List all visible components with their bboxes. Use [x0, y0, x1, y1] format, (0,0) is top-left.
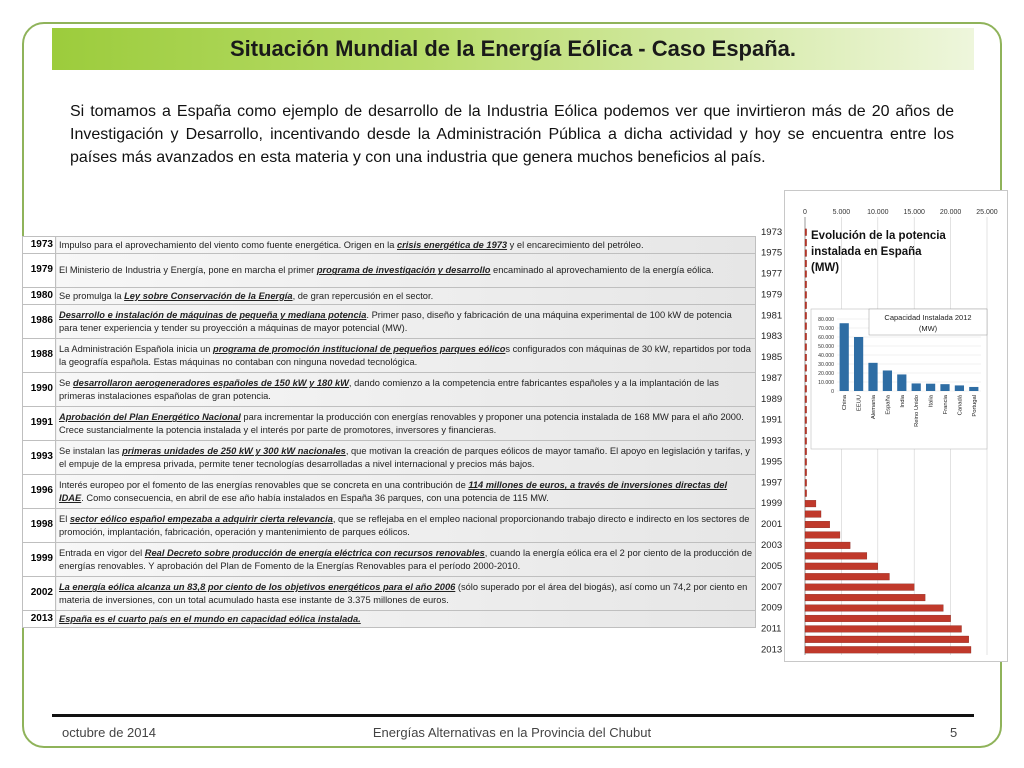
y-tick-label: 1997 [761, 477, 783, 489]
bar [805, 250, 807, 257]
page-number: 5 [950, 725, 958, 740]
bar [805, 552, 867, 559]
timeline-year: 1979 [23, 254, 56, 288]
y-tick-label: 2007 [761, 581, 783, 593]
table-row [23, 288, 756, 305]
inset-bar [955, 385, 964, 391]
inset-bar [969, 387, 978, 391]
bar [805, 448, 807, 455]
bar [805, 521, 830, 528]
timeline-description: La Administración Española inicia un programa de promoción institucional de pequeños parques eólicos configurados con máquinas de 30 kW, repartidos por toda la geografía española. Estas máquinas no contaban con ninguna novedad tecnológica. [56, 339, 756, 373]
bar [805, 396, 807, 403]
bar [805, 427, 807, 434]
timeline-highlight: programa de investigación y desarrollo [316, 265, 491, 276]
timeline-highlight: Desarrollo e instalación de máquinas de pequeña y mediana potencia [59, 310, 367, 321]
inset-y-tick-label: 70.000 [818, 326, 834, 332]
y-tick-label: 1993 [761, 435, 783, 447]
timeline-year: 1988 [23, 339, 56, 373]
inset-x-tick-label: EEUU [856, 395, 863, 412]
table-row [23, 441, 756, 475]
bar [805, 302, 807, 309]
bar [805, 594, 925, 601]
table-row [23, 373, 756, 407]
table-row [23, 254, 756, 288]
y-tick-label: 1999 [761, 498, 783, 510]
bar [805, 479, 807, 486]
bar [805, 542, 850, 549]
timeline-highlight: España es el cuarto país en el mundo en capacidad eólica instalada. [59, 613, 361, 624]
timeline-description [56, 611, 756, 628]
timeline-highlight: primeras unidades de 250 kW y 300 kW nacionales [122, 446, 346, 457]
bar [805, 636, 969, 643]
bar [805, 532, 840, 539]
bar [805, 626, 962, 633]
inset-x-tick-label: Francia [943, 395, 949, 415]
bar [805, 292, 807, 299]
inset-y-tick-label: 60.000 [818, 335, 834, 341]
table-row [23, 509, 756, 543]
intro-paragraph: Si tomamos a España como ejemplo de desarrollo de la Industria Eólica podemos ver que invirtieron más de 20 años de Investigación y Desarrollo, incentivando desde la Administración Pública a dicha actividad y hoy se encuentra entre los países más avanzados en esta materia y con una industria que genera muchos beneficios al país. [70, 103, 954, 166]
y-tick-label: 2013 [761, 644, 783, 656]
inset-y-tick-label: 20.000 [818, 371, 834, 377]
timeline-description: El sector eólico español empezaba a adquirir cierta relevancia, que se reflejaba en el empleo nacional proporcionando trabajo directo e indirecto en los sectores de promoción, implantación, fabricación, operación y mantenimiento de parques eólicos. [56, 509, 756, 543]
table-row [23, 475, 756, 509]
timeline-description: Se instalan las primeras unidades de 250 kW y 300 kW nacionales, que motivan la creación de parques eólicos de mayor tamaño. El apoyo en legislación y tarifas, y el empuje de la empresa privada, permite tener tecnologías desarrolladas a nivel internacional y precios más bajos. [56, 441, 756, 475]
inset-title-line: (MW) [918, 324, 938, 333]
inset-x-tick-label: España [885, 395, 892, 415]
timeline-year: 2013 [23, 611, 56, 628]
inset-bar [883, 370, 892, 391]
bar [805, 229, 807, 236]
table-row [23, 407, 756, 441]
timeline-description: Desarrollo e instalación de máquinas de pequeña y mediana potencia. Primer paso, diseño y fabricación de una máquina experimental de 100 kW de potencia para tener experiencia y tender su proyección a máquinas de mayor potencial (MW). [56, 305, 756, 339]
bar [805, 459, 807, 466]
y-tick-label: 1979 [761, 289, 783, 301]
footer-divider [52, 714, 974, 717]
timeline-year: 1986 [23, 305, 56, 339]
inset-y-tick-label: 80.000 [818, 317, 834, 323]
timeline-highlight: programa de promoción institucional de pequeños parques eólico [213, 344, 506, 355]
x-tick-label: 20.000 [939, 209, 962, 216]
chart-panel [761, 190, 1008, 662]
y-tick-label: 1977 [761, 268, 783, 280]
bar [805, 406, 807, 413]
timeline-highlight: Aprobación del Plan Energético Nacional [59, 412, 241, 423]
x-tick-label: 25.000 [976, 209, 998, 216]
inset-bar [912, 383, 921, 391]
inset-bar [940, 384, 949, 391]
x-tick-label: 10.000 [867, 209, 889, 216]
inset-y-tick-label: 0 [831, 389, 834, 395]
bar [805, 490, 807, 497]
bar [805, 417, 807, 424]
timeline-year: 1998 [23, 509, 56, 543]
footer-title: Energías Alternativas en la Provincia del Chubut [372, 725, 652, 740]
bar [805, 354, 807, 361]
y-tick-label: 1991 [761, 414, 783, 426]
timeline-description: Entrada en vigor del Real Decreto sobre producción de energía eléctrica con recursos renovables, cuando la energía eólica era el 2 por ciento de la producción de energías renovables. Y aprobación del Plan de Fomento de la Energías Renovables para el período 2000-2010. [56, 543, 756, 577]
y-tick-label: 1989 [761, 393, 783, 405]
timeline-table [22, 236, 756, 628]
y-tick-label: 2001 [761, 519, 783, 531]
bar [805, 511, 821, 518]
chart-title-line: Evolución de la potencia [811, 230, 946, 242]
bar [805, 605, 943, 612]
timeline-description: Interés europeo por el fomento de las energías renovables que se concreta en una contribución de 114 millones de euros, a través de inversiones directas del IDAE. Como consecuencia, en abril de ese año había instalados en España 36 parques, con una potencia de 115 MW. [56, 475, 756, 509]
y-tick-label: 1987 [761, 372, 783, 384]
y-tick-label: 1981 [761, 310, 783, 322]
inset-x-tick-label: Reino Unido [914, 395, 921, 427]
timeline-description: Se promulga la Ley sobre Conservación de la Energía, de gran repercusión en el sector. [56, 288, 756, 305]
timeline-year: 1996 [23, 475, 56, 509]
inset-y-tick-label: 40.000 [818, 353, 834, 359]
bar [805, 438, 807, 445]
bar [805, 239, 807, 246]
bar [805, 344, 807, 351]
timeline-highlight: desarrollaron aerogeneradores españoles de 150 kW y 180 kW [72, 378, 349, 389]
bar [805, 365, 807, 372]
timeline-year: 1991 [23, 407, 56, 441]
inset-bar [926, 384, 935, 391]
bar [805, 333, 807, 340]
timeline-description: Aprobación del Plan Energético Nacional para incrementar la producción con energías renovables y proponer una potencia instalada de 168 MW para el año 2000. Crece sustancialmente la potencia instalada y el interés por parte de promotores, inversores y financieras. [56, 407, 756, 441]
bar [805, 573, 889, 580]
chart-svg [761, 191, 1007, 661]
bar [805, 469, 807, 476]
table-row [23, 543, 756, 577]
bar [805, 271, 807, 278]
y-tick-label: 2009 [761, 602, 783, 614]
inset-y-tick-label: 10.000 [818, 380, 834, 386]
footer-date: octubre de 2014 [62, 725, 156, 740]
y-tick-label: 2003 [761, 540, 783, 551]
timeline-year: 1993 [23, 441, 56, 475]
inset-x-tick-label: Portugal [971, 395, 978, 417]
timeline-highlight: 114 millones de euros, a través de inversiones directas del IDAE [59, 480, 728, 503]
bar [805, 375, 807, 382]
bar [805, 312, 807, 319]
inset-bar [840, 323, 849, 391]
y-tick-label: 1985 [761, 352, 783, 364]
y-tick-label: 1983 [761, 331, 783, 343]
inset-x-tick-label: Italia [928, 395, 935, 408]
bar [805, 615, 951, 622]
bar [805, 563, 878, 570]
x-tick-label: 15.000 [903, 209, 925, 216]
timeline-year: 1973 [23, 237, 56, 254]
y-tick-label: 1973 [761, 226, 783, 238]
table-row [23, 339, 756, 373]
inset-x-tick-label: Alemania [871, 395, 877, 420]
inset-x-tick-label: India [899, 395, 906, 408]
y-tick-label: 1995 [761, 456, 783, 468]
timeline-highlight: La energía eólica alcanza un 83,8 por ciento de los objetivos energéticos para el año 2006 [59, 582, 456, 593]
x-tick-label: 0 [803, 209, 807, 216]
bar [805, 584, 914, 591]
y-tick-label: 2011 [761, 623, 782, 635]
timeline-description: Impulso para el aprovechamiento del viento como fuente energética. Origen en la crisis energética de 1973 y el encarecimiento del petróleo. [56, 237, 756, 254]
chart-title-line: (MW) [811, 262, 840, 274]
timeline-year: 1980 [23, 288, 56, 305]
inset-y-tick-label: 50.000 [818, 344, 834, 350]
inset-x-tick-label: Canadá [957, 395, 964, 416]
inset-title-line: Capacidad Instalada 2012 [884, 313, 972, 322]
table-row [23, 305, 756, 339]
bar [805, 385, 807, 392]
table-row [23, 237, 756, 254]
timeline-description: Se desarrollaron aerogeneradores españoles de 150 kW y 180 kW, dando comienzo a la competencia entre fabricantes españoles y a la implantación de las primeras instalaciones españolas de gran potencia. [56, 373, 756, 407]
timeline-highlight: crisis energética de 1973 [397, 239, 508, 250]
x-tick-label: 5.000 [832, 209, 851, 216]
bar [805, 260, 807, 267]
table-row [23, 577, 756, 611]
bar [805, 500, 816, 507]
timeline-highlight: Ley sobre Conservación de la Energía [124, 290, 293, 301]
timeline-description: El Ministerio de Industria y Energía, pone en marcha el primer programa de investigación y desarrollo encaminado al aprovechamiento de la energía eólica. [56, 254, 756, 288]
timeline-year: 2002 [23, 577, 56, 611]
bar [805, 323, 807, 330]
inset-bar [854, 337, 863, 391]
y-tick-label: 2005 [761, 560, 783, 572]
chart-title-line: instalada en España [811, 246, 922, 258]
inset-x-tick-label: China [842, 395, 849, 411]
bar [805, 646, 971, 653]
timeline-highlight: Real Decreto sobre producción de energía eléctrica con recursos renovables [144, 548, 485, 559]
timeline-highlight: sector eólico español empezaba a adquirir cierta relevancia [69, 514, 333, 525]
timeline-description: La energía eólica alcanza un 83,8 por ciento de los objetivos energéticos para el año 2006 (sólo superado por el área del biogás), así como un 74,2 por ciento en materia de inversiones, con un total acumulado hasta ese instante de 3.375 millones de euros. [56, 577, 756, 611]
slide-title: Situación Mundial de la Energía Eólica - Caso España. [229, 36, 797, 61]
table-row [23, 611, 756, 628]
bar [805, 281, 807, 288]
y-tick-label: 1975 [761, 247, 783, 259]
inset-bar [897, 374, 906, 391]
inset-bar [868, 363, 877, 391]
timeline-year: 1999 [23, 543, 56, 577]
timeline-year: 1990 [23, 373, 56, 407]
inset-y-tick-label: 30.000 [818, 362, 834, 368]
